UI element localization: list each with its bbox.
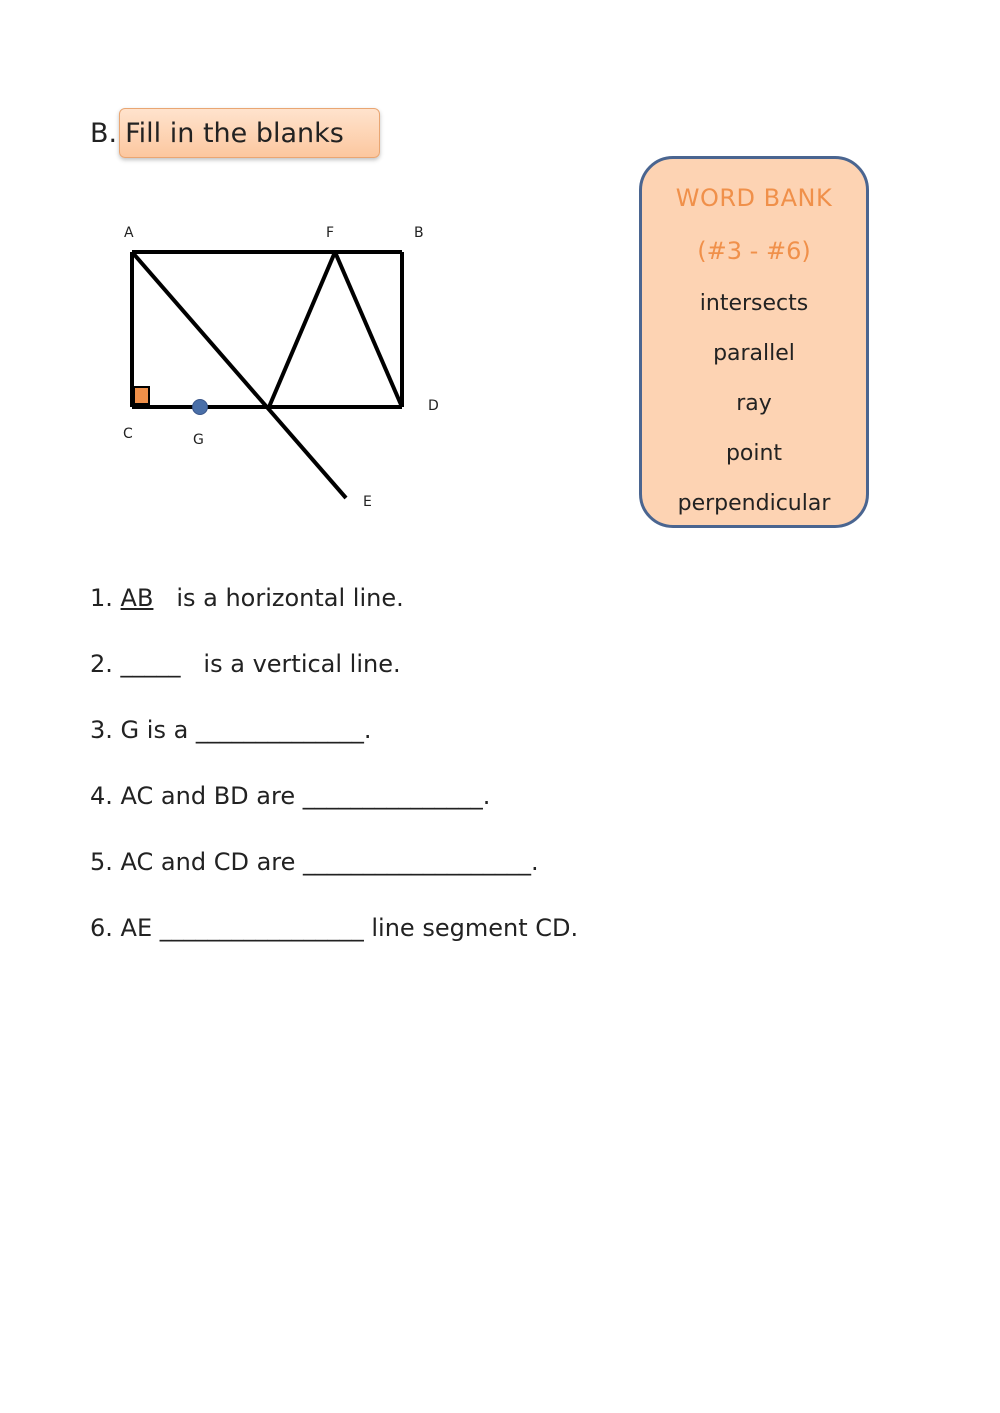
section-letter: B. — [90, 117, 118, 149]
label-c: C — [123, 426, 133, 442]
label-g: G — [193, 432, 204, 448]
label-e: E — [363, 494, 372, 510]
question-number: 5. — [90, 848, 113, 876]
word-bank-range: (#3 - #6) — [697, 237, 811, 265]
question-3 — [90, 708, 578, 774]
question-text[interactable]: AC and BD are _______________. — [120, 782, 491, 810]
question-text[interactable]: G is a ______________. — [120, 716, 372, 744]
word-bank-item: point — [725, 441, 783, 466]
line-ae — [132, 252, 346, 498]
question-5 — [90, 840, 578, 906]
question-text: is a vertical line. — [180, 650, 401, 678]
question-number: 2. — [90, 650, 113, 678]
answer-field-1[interactable]: AB — [120, 584, 154, 612]
point-g-dot — [193, 400, 208, 415]
section-title: Fill in the blanks — [119, 108, 380, 158]
label-f: F — [326, 225, 335, 241]
word-bank-item: parallel — [713, 341, 795, 366]
question-number: 6. — [90, 914, 113, 942]
word-bank-item: ray — [736, 391, 772, 416]
question-number: 1. — [90, 584, 113, 612]
question-2 — [90, 642, 578, 708]
question-number: 3. — [90, 716, 113, 744]
segment-f-right — [335, 252, 402, 407]
label-b: B — [414, 225, 424, 241]
question-text[interactable]: AC and CD are ___________________. — [120, 848, 539, 876]
word-bank-item: intersects — [699, 291, 809, 316]
question-text[interactable]: AE _________________ line segment CD. — [120, 914, 579, 942]
question-4 — [90, 774, 578, 840]
word-bank-item: perpendicular — [677, 491, 831, 516]
word-bank-title: WORD BANK — [675, 184, 833, 212]
label-a: A — [124, 225, 134, 241]
word-bank — [639, 156, 869, 528]
question-1 — [90, 576, 578, 642]
right-angle-marker — [134, 387, 149, 404]
question-text: is a horizontal line. — [153, 584, 404, 612]
label-d: D — [428, 398, 439, 414]
word-bank-list — [642, 279, 866, 529]
question-6 — [90, 906, 578, 972]
segment-f-left — [269, 252, 335, 407]
question-list — [90, 576, 578, 972]
answer-field-2[interactable]: _____ — [120, 650, 181, 678]
question-number: 4. — [90, 782, 113, 810]
